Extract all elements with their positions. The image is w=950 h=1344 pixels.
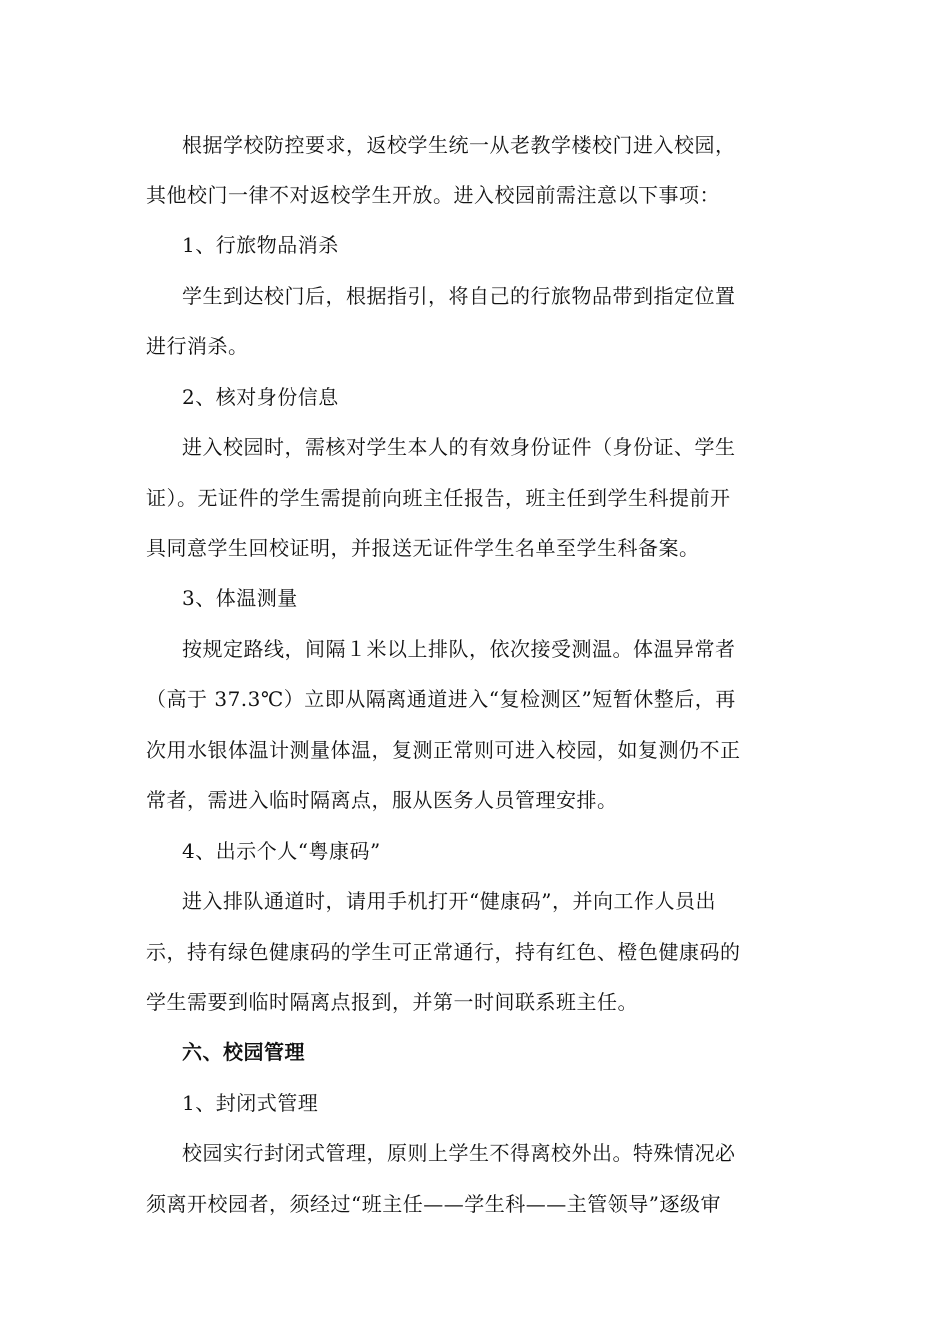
paragraph-line: 进入排队通道时，请用手机打开“健康码”，并向工作人员出 [182, 889, 716, 913]
subheading-line: 1、封闭式管理 [182, 1091, 319, 1115]
paragraph-line: 进入校园时，需核对学生本人的有效身份证件（身份证、学生 [182, 435, 736, 459]
paragraph-line: 证）。无证件的学生需提前向班主任报告，班主任到学生科提前开 [146, 486, 731, 510]
paragraph-line: 学生需要到临时隔离点报到，并第一时间联系班主任。 [146, 990, 638, 1014]
paragraph-line: 校园实行封闭式管理，原则上学生不得离校外出。特殊情况必 [182, 1141, 736, 1165]
section-heading: 六、校园管理 [182, 1040, 305, 1064]
paragraph-line: 具同意学生回校证明，并报送无证件学生名单至学生科备案。 [146, 536, 700, 560]
paragraph-line: 根据学校防控要求，返校学生统一从老教学楼校门进入校园， [182, 133, 736, 157]
paragraph-line: 按规定路线，间隔１米以上排队，依次接受测温。体温异常者 [182, 637, 736, 661]
paragraph-line: 次用水银体温计测量体温，复测正常则可进入校园，如复测仍不正 [146, 738, 741, 762]
paragraph-line: 常者，需进入临时隔离点，服从医务人员管理安排。 [146, 788, 618, 812]
subheading-line: 4、出示个人“粤康码” [182, 839, 381, 863]
subheading-line: 1、行旅物品消杀 [182, 233, 339, 257]
paragraph-line: 进行消杀。 [146, 334, 249, 358]
paragraph-line: （高于 37.3℃）立即从隔离通道进入“复检测区”短暂休整后，再 [146, 687, 736, 711]
paragraph-line: 示，持有绿色健康码的学生可正常通行，持有红色、橙色健康码的 [146, 940, 741, 964]
subheading-line: 2、核对身份信息 [182, 385, 339, 409]
subheading-line: 3、体温测量 [182, 586, 298, 610]
paragraph-line: 须离开校园者，须经过“班主任——学生科——主管领导”逐级审 [146, 1192, 721, 1216]
paragraph-line: 其他校门一律不对返校学生开放。进入校园前需注意以下事项： [146, 183, 720, 207]
paragraph-line: 学生到达校门后，根据指引，将自己的行旅物品带到指定位置 [182, 284, 736, 308]
